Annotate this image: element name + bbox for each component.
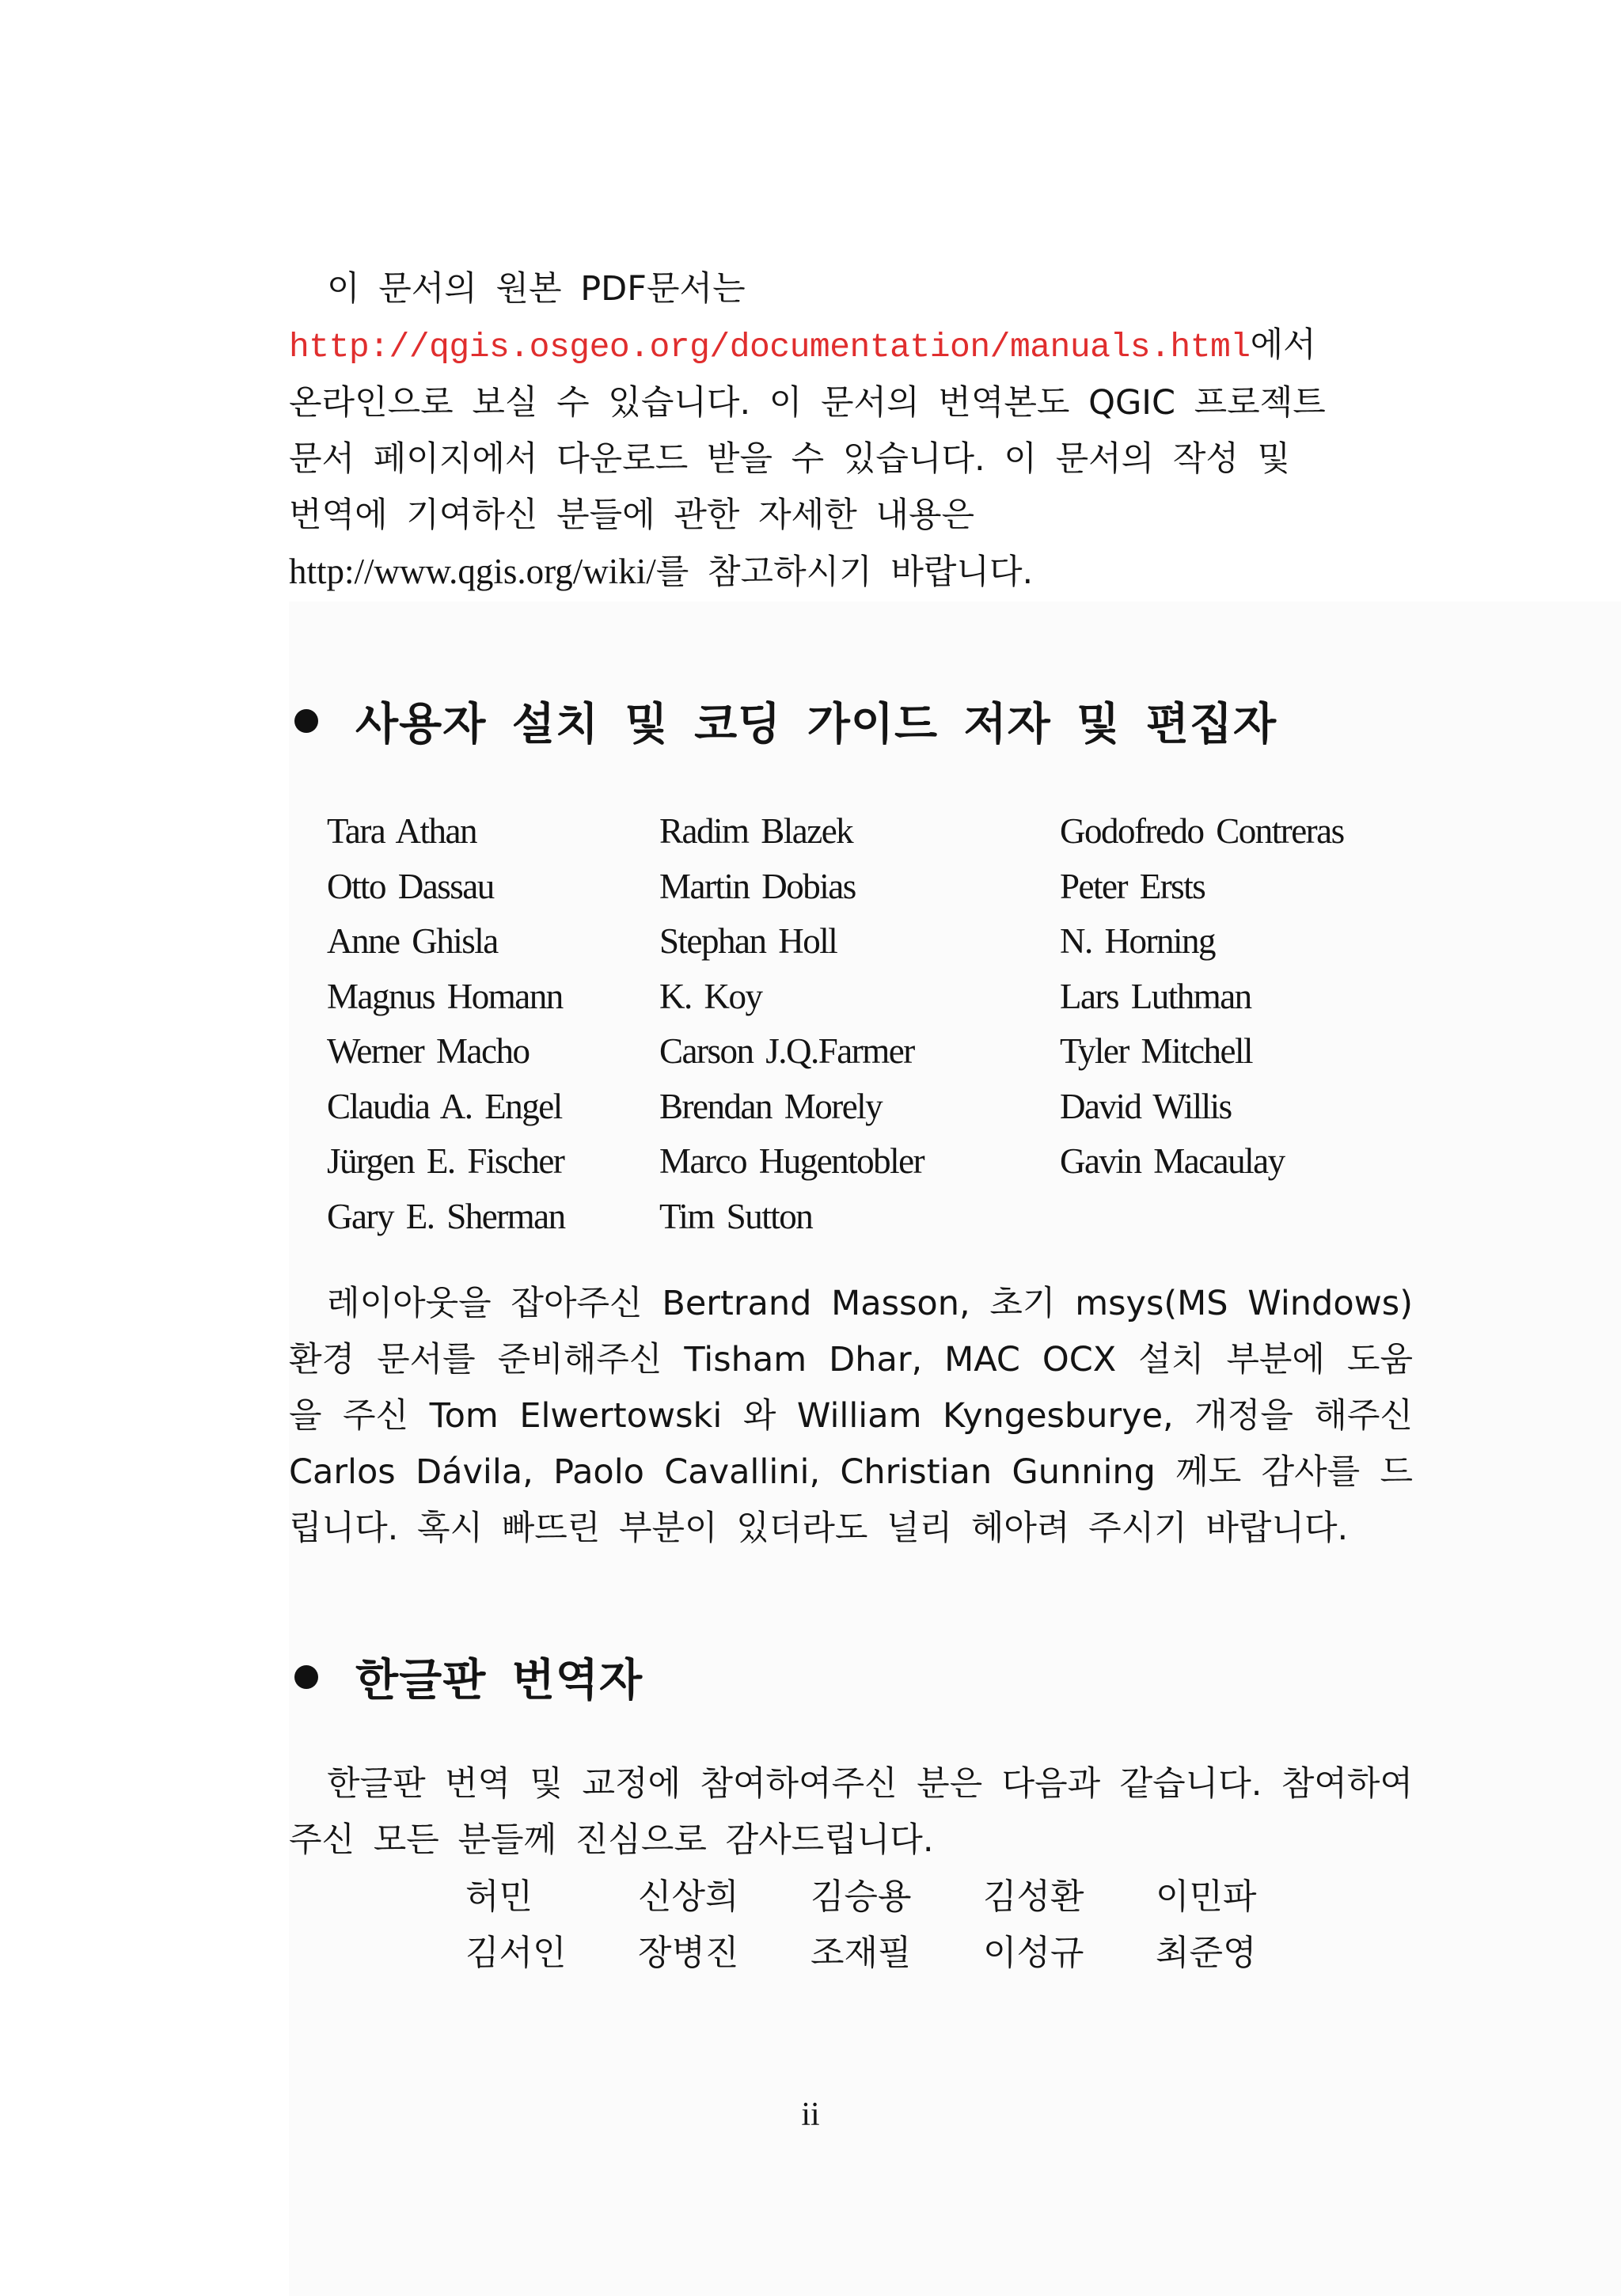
translators-intro-text: 한글판 번역 및 교정에 참여하여주신 분은 다음과 같습니다. 참여하여 주신 모든 분들께 진심으로 감사드립니다. (289, 1764, 1413, 1860)
author-name: Claudia A. Engel (327, 1086, 562, 1126)
author-name: Tim Sutton (659, 1196, 813, 1236)
author-name: David Willis (1060, 1086, 1232, 1126)
intro-paragraph (289, 261, 1413, 601)
section-heading-translators-text: 한글판 번역자 (355, 1655, 643, 1706)
author-name: Jürgen E. Fischer (327, 1141, 564, 1181)
translator-name: 신상희 (638, 1877, 739, 1917)
translators-list (465, 1869, 1413, 1981)
translator-name: 이민파 (1156, 1877, 1257, 1917)
page-number: ii (801, 2097, 820, 2133)
section-heading-authors-text: 사용자 설치 및 코딩 가이드 저자 및 편집자 (355, 699, 1277, 750)
author-name: Carson J.Q.Farmer (659, 1031, 914, 1071)
author-name: Gavin Macaulay (1060, 1141, 1285, 1181)
thanks-text: 레이아웃을 잡아주신 Bertrand Masson, 초기 msys(MS Windows) 환경 문서를 준비해주신 Tisham Dhar, MAC OCX 설치 부분에 도움을 주신 Tom Elwertowski 와 William Kyngesburye, 개정을 해주신 Carlos Dávila, Paolo Cavallini, Christian Gunning 께도 감사를 드립니다. 혹시 빠뜨린 부분이 있더라도 널리 헤아려 주시기 바랍니다. (289, 1284, 1413, 1548)
translator-name: 허민 (465, 1877, 533, 1917)
intro-line-6-suffix: 를 참고하시기 바랍니다. (655, 552, 1034, 592)
author-name: Anne Ghisla (327, 921, 498, 961)
author-name: Peter Ersts (1060, 866, 1205, 906)
author-name: Magnus Homann (327, 976, 563, 1016)
author-name: Stephan Holl (659, 921, 837, 961)
author-name: Marco Hugentobler (659, 1141, 924, 1181)
bullet-icon (294, 1665, 318, 1689)
authors-list (327, 804, 1413, 1244)
bullet-icon (294, 709, 318, 733)
author-name: Tyler Mitchell (1060, 1031, 1253, 1071)
document-body (289, 261, 1413, 1981)
translator-name: 장병진 (638, 1933, 739, 1973)
author-name: N. Horning (1060, 921, 1215, 961)
author-name (1060, 1190, 1392, 1245)
author-name: Godofredo Contreras (1060, 811, 1344, 851)
author-name: Tara Athan (327, 811, 477, 851)
translators-intro (289, 1756, 1413, 1869)
author-name: Otto Dassau (327, 866, 494, 906)
translator-name: 김서인 (465, 1933, 567, 1973)
author-name: Martin Dobias (659, 866, 856, 906)
intro-line-5: 번역에 기여하신 분들에 관한 자세한 내용은 (289, 495, 975, 535)
author-name: Brendan Morely (659, 1086, 883, 1126)
author-name: Gary E. Sherman (327, 1196, 565, 1236)
wiki-url: http://www.qgis.org/wiki/ (289, 552, 656, 591)
author-name: K. Koy (659, 976, 762, 1016)
section-heading-authors (289, 689, 1413, 753)
manual-download-link[interactable]: http://qgis.osgeo.org/documentation/manuals.html (289, 328, 1251, 366)
translator-name: 김승용 (810, 1877, 912, 1917)
intro-line-4: 문서 페이지에서 다운로드 받을 수 있습니다. 이 문서의 작성 및 (289, 439, 1291, 479)
intro-line-3: 온라인으로 보실 수 있습니다. 이 문서의 번역본도 QGIC 프로젝트 (289, 383, 1326, 423)
translator-name: 최준영 (1156, 1933, 1257, 1973)
author-name: Radim Blazek (659, 811, 853, 851)
translator-name: 이성규 (983, 1933, 1084, 1973)
section-heading-translators (289, 1645, 1413, 1709)
translator-name: 김성환 (983, 1877, 1084, 1917)
thanks-paragraph (289, 1276, 1413, 1557)
translator-name: 조재필 (810, 1933, 912, 1973)
author-name: Werner Macho (327, 1031, 530, 1071)
intro-line-1: 이 문서의 원본 PDF문서는 (327, 269, 746, 309)
intro-link-suffix: 에서 (1250, 325, 1316, 365)
author-name: Lars Luthman (1060, 976, 1251, 1016)
